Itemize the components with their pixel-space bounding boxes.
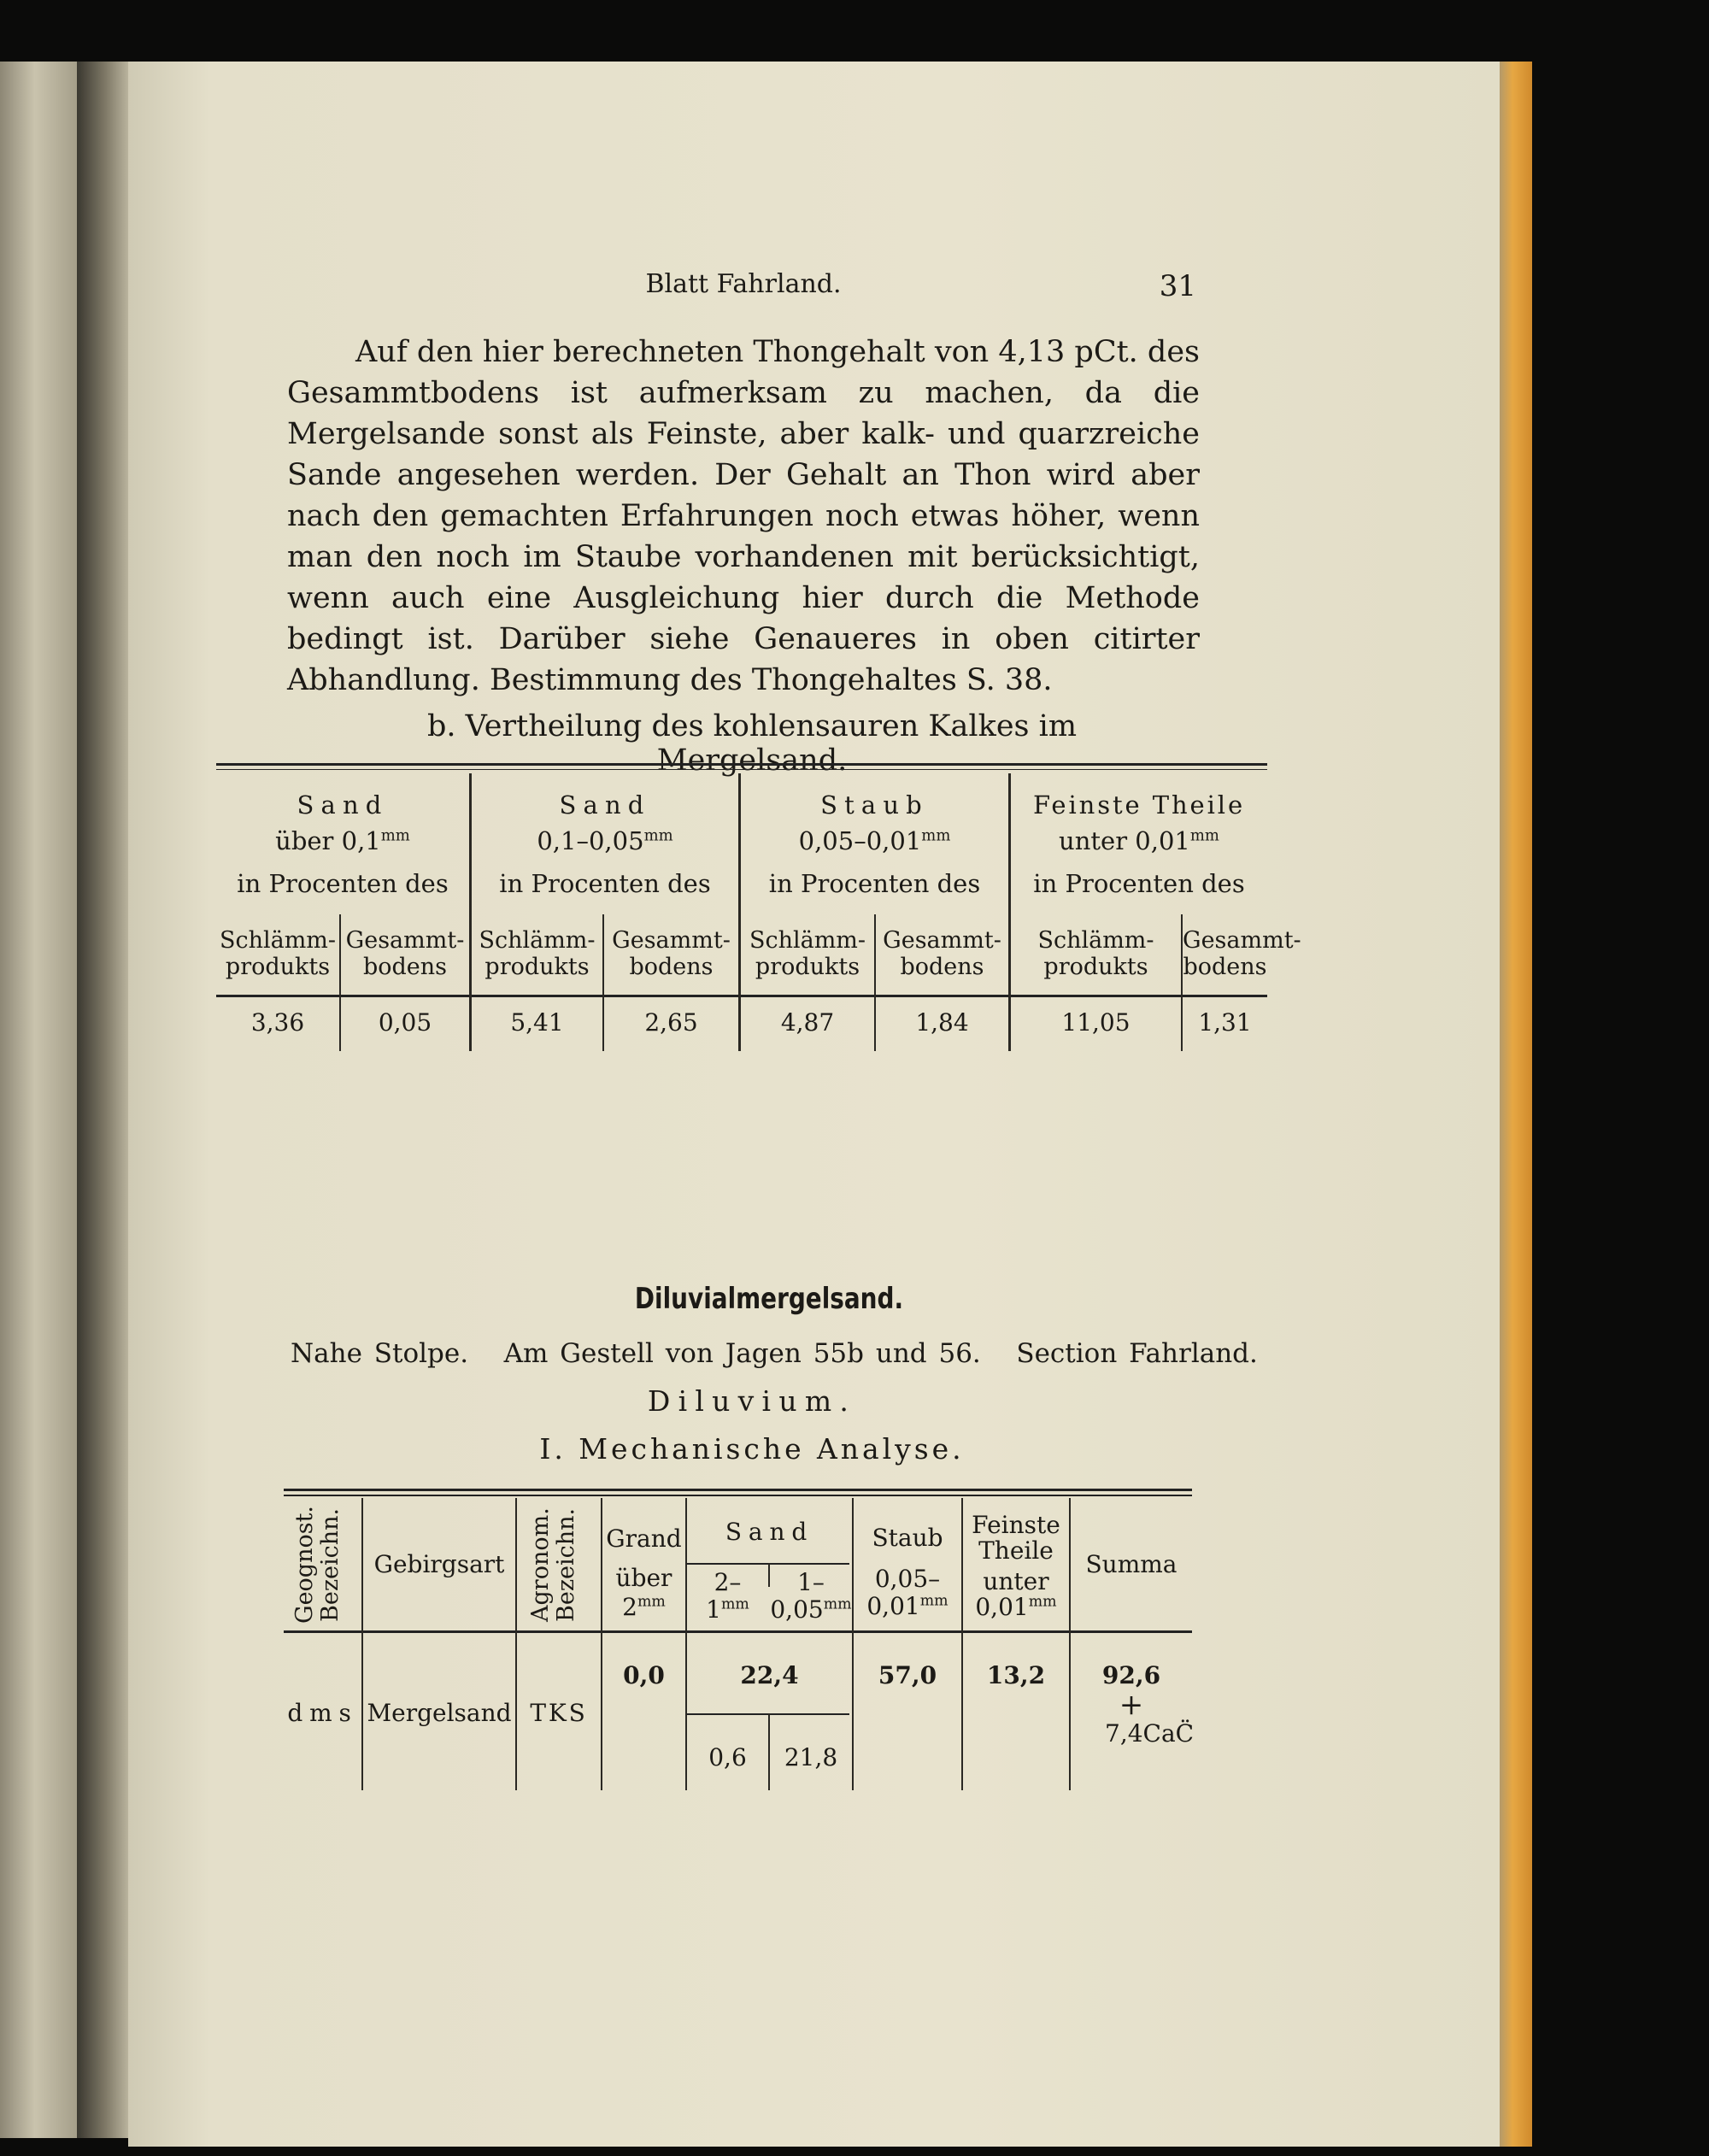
header-grand: Grand über $2^{mm}$ bbox=[606, 1524, 682, 1621]
table1-value: 3,36 bbox=[250, 1008, 305, 1037]
table1-value: 0,05 bbox=[378, 1008, 432, 1037]
table1-top-rule bbox=[216, 763, 1267, 766]
header-sand-b: 1– $0,05^{mm}$ bbox=[770, 1568, 852, 1624]
group-basis: in Procenten des bbox=[768, 869, 981, 898]
table1-group-1 bbox=[216, 790, 469, 898]
running-head bbox=[291, 269, 1196, 308]
group-range: $0,1-0,05^{mm}$ bbox=[537, 826, 673, 855]
header-sand-a: 2– $1^{mm}$ bbox=[706, 1568, 749, 1624]
page-edge bbox=[1500, 62, 1532, 2147]
cell-summa: 92,6 + 7,4CaC̈ bbox=[1101, 1661, 1195, 1748]
left-page-edge bbox=[0, 62, 77, 2138]
header-summa: Summa bbox=[1085, 1550, 1178, 1578]
header-sand: Sand bbox=[725, 1518, 814, 1546]
table2-header-rule bbox=[284, 1630, 1192, 1633]
table1-value: 2,65 bbox=[644, 1008, 698, 1037]
group-range: unter $0,01^{mm}$ bbox=[1059, 826, 1219, 855]
table1-subhead: Gesammt- bodens bbox=[883, 927, 1001, 980]
table1-subhead: Gesammt- bodens bbox=[1183, 927, 1301, 980]
running-head-title: Blatt Fahrland. bbox=[645, 269, 842, 299]
table1-subhead: Schlämm- produkts bbox=[1037, 927, 1154, 980]
table1-top-rule-thin bbox=[216, 769, 1267, 770]
cell-feinste: 13,2 bbox=[986, 1661, 1046, 1689]
group-name: Sand bbox=[297, 790, 389, 820]
group-name: Staub bbox=[820, 790, 929, 820]
table1-subhead: Gesammt- bodens bbox=[612, 927, 731, 980]
table1-subhead: Schlämm- produkts bbox=[479, 927, 596, 980]
header-gebirgsart: Gebirgsart bbox=[373, 1550, 505, 1578]
group-basis: in Procenten des bbox=[499, 869, 711, 898]
table1-value: 5,41 bbox=[510, 1008, 564, 1037]
group-name: Feinste Theile bbox=[1032, 790, 1246, 820]
group-range: über $0,1^{mm}$ bbox=[275, 826, 410, 855]
header-agronom: Agronom. Bezeichn. bbox=[527, 1507, 579, 1622]
book-gutter bbox=[77, 62, 128, 2138]
table1-group-2 bbox=[472, 790, 738, 898]
cell-staub: 57,0 bbox=[878, 1661, 937, 1689]
cell-sand-a: 0,6 bbox=[708, 1743, 747, 1771]
subtitle: Diluvium. bbox=[647, 1384, 857, 1418]
table1-value: 4,87 bbox=[780, 1008, 835, 1037]
cell-geognost: dms bbox=[287, 1699, 358, 1727]
table1-header-rule bbox=[216, 995, 1267, 997]
section-title: Diluvialmergelsand. bbox=[634, 1282, 904, 1316]
location-line: Nahe Stolpe. Am Gestell von Jagen 55b und 56. Section Fahrland. bbox=[291, 1338, 1258, 1369]
table1-value: 1,84 bbox=[915, 1008, 969, 1037]
table1-subhead: Gesammt- bodens bbox=[345, 927, 465, 980]
table1-subhead: Schlämm- produkts bbox=[219, 927, 337, 980]
group-range: $0,05-0,01^{mm}$ bbox=[798, 826, 951, 855]
table1-group-4 bbox=[1011, 790, 1267, 898]
analysis-title: I. Mechanische Analyse. bbox=[539, 1432, 965, 1466]
cell-sand-total: 22,4 bbox=[740, 1661, 799, 1689]
table2-divider bbox=[515, 1498, 517, 1790]
table1-value: 11,05 bbox=[1061, 1008, 1131, 1037]
header-feinste: Feinste Theile unter $0,01^{mm}$ bbox=[972, 1511, 1060, 1621]
cell-agronom: TKS bbox=[530, 1699, 588, 1727]
body-paragraph bbox=[287, 332, 1200, 701]
cell-grand: 0,0 bbox=[623, 1661, 665, 1689]
table2-divider bbox=[361, 1498, 363, 1790]
group-name: Sand bbox=[559, 790, 651, 820]
cell-sand-b: 21,8 bbox=[784, 1743, 838, 1771]
cell-gebirgsart: Mergelsand bbox=[367, 1699, 512, 1727]
table2-top-rule-thin bbox=[284, 1495, 1192, 1496]
table1-subhead: Schlämm- produkts bbox=[749, 927, 866, 980]
group-basis: in Procenten des bbox=[237, 869, 449, 898]
page-number: 31 bbox=[1159, 269, 1196, 303]
table1-caption: b. Vertheilung des kohlensauren Kalkes im Mergelsand. bbox=[426, 709, 1078, 778]
table1-value: 1,31 bbox=[1198, 1008, 1252, 1037]
group-basis: in Procenten des bbox=[1033, 869, 1245, 898]
table1-group-3 bbox=[741, 790, 1008, 898]
header-staub: Staub 0,05– $0,01^{mm}$ bbox=[866, 1524, 948, 1620]
header-geognost: Geognost. Bezeichn. bbox=[291, 1505, 344, 1624]
paragraph-text: Auf den hier berechneten Thongehalt von 4,13 pCt. des Gesammtbodens ist aufmerksam zu machen, da die Mergelsande sonst als Feinste, aber kalk- und quarzreiche Sande angesehen werden. Der Gehalt an Thon wird aber nach den gemachten Erfahrungen noch etwas höher, wenn man den noch im Staube vorhandenen mit berücksichtigt, wenn auch eine Ausgleichung hier durch die Methode bedingt ist. Darüber siehe Genaueres in oben citirter Abhandlung. Bestimmung des Thongehaltes S. 38. bbox=[287, 335, 1200, 697]
table2-top-rule bbox=[284, 1489, 1192, 1491]
